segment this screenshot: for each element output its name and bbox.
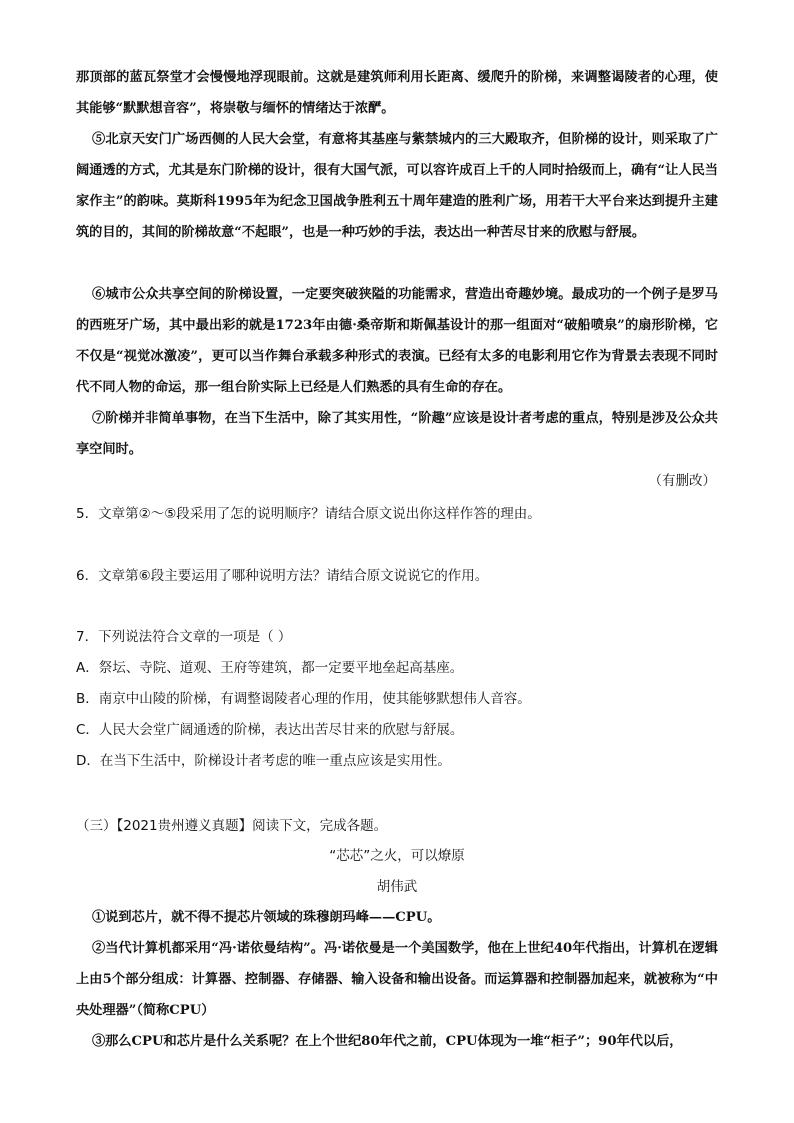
article-paragraph-1: ①说到芯片，就不得不提芯片领域的珠穆朗玛峰——CPU。	[92, 910, 441, 925]
section-3-heading: （三）【2021贵州遵义真题】阅读下文，完成各题。	[76, 818, 388, 834]
question-6: 6．文章第⑥段主要运用了哪种说明方法？请结合原文说说它的作用。	[76, 568, 489, 584]
passage-paragraph-7: ⑦阶梯并非简单事物，在当下生活中，除了其实用性，“阶趣”应该是设计者考虑的重点，特别是涉及公众共享空间时。	[76, 411, 718, 457]
article-paragraph-2: ②当代计算机都采用“冯·诺依曼结构”。冯·诺依曼是一个美国数学，他在上世纪40年代指出，计算机在逻辑上由5个部分组成：计算器、控制器、存储器、输入设备和输出设备。而运算器和控制器加起来，就被称为“中央处理器”（简称CPU）	[76, 941, 718, 1018]
question-7-option-a: A．祭坛、寺院、道观、王府等建筑，都一定要平地垒起高基座。	[76, 660, 464, 676]
question-7-option-d: D．在当下生活中，阶梯设计者考虑的唯一重点应该是实用性。	[76, 753, 451, 769]
passage-paragraph-continued: 那顶部的蓝瓦祭堂才会慢慢地浮现眼前。这就是建筑师利用长距离、缓爬升的阶梯，来调整谒陵者的心理，使其能够“默默想音容”，将崇敬与缅怀的情绪达于浓酽。	[76, 70, 718, 116]
passage-paragraph-6: ⑥城市公众共享空间的阶梯设置，一定要突破狭隘的功能需求，营造出奇趣妙境。最成功的一个例子是罗马的西班牙广场，其中最出彩的就是1723年由德·桑帝斯和斯佩基设计的那一组面对“破船喷泉”的扇形阶梯，它不仅是“视觉冰激凌”，更可以当作舞台承载多种形式的表演。已经有太多的电影利用它作为背景去表现不同时代不同人物的命运，那一组台阶实际上已经是人们熟悉的具有生命的存在。	[76, 287, 718, 395]
article-title: “芯芯”之火，可以燎原	[329, 848, 465, 864]
article-paragraph-3: ③那么CPU和芯片是什么关系呢？在上个世纪80年代之前，CPU体现为一堆“柜子”；90年代以后，	[92, 1034, 683, 1049]
source-note: （有删改）	[648, 473, 716, 489]
question-7-stem: 7．下列说法符合文章的一项是（ ）	[76, 629, 292, 645]
article-author: 胡伟武	[376, 879, 418, 895]
passage-paragraph-5: ⑤北京天安门广场西侧的人民大会堂，有意将其基座与紫禁城内的三大殿取齐，但阶梯的设计，则采取了广阔通透的方式，尤其是东门阶梯的设计，很有大国气派，可以容许成百上千的人同时拾级而上，确有“让人民当家作主”的韵味。莫斯科1995年为纪念卫国战争胜利五十周年建造的胜利广场，用若干大平台来达到提升主建筑的目的，其间的阶梯故意“不起眼”，也是一种巧妙的手法，表达出一种苦尽甘来的欣慰与舒展。	[76, 132, 718, 240]
question-5: 5．文章第②～⑤段采用了怎的说明顺序？请结合原文说出你这样作答的理由。	[76, 506, 541, 522]
question-7-option-b: B．南京中山陵的阶梯，有调整谒陵者心理的作用，使其能够默想伟人音容。	[76, 691, 531, 707]
question-7-option-c: C．人民大会堂广阔通透的阶梯，表达出苦尽甘来的欣慰与舒展。	[76, 722, 464, 738]
